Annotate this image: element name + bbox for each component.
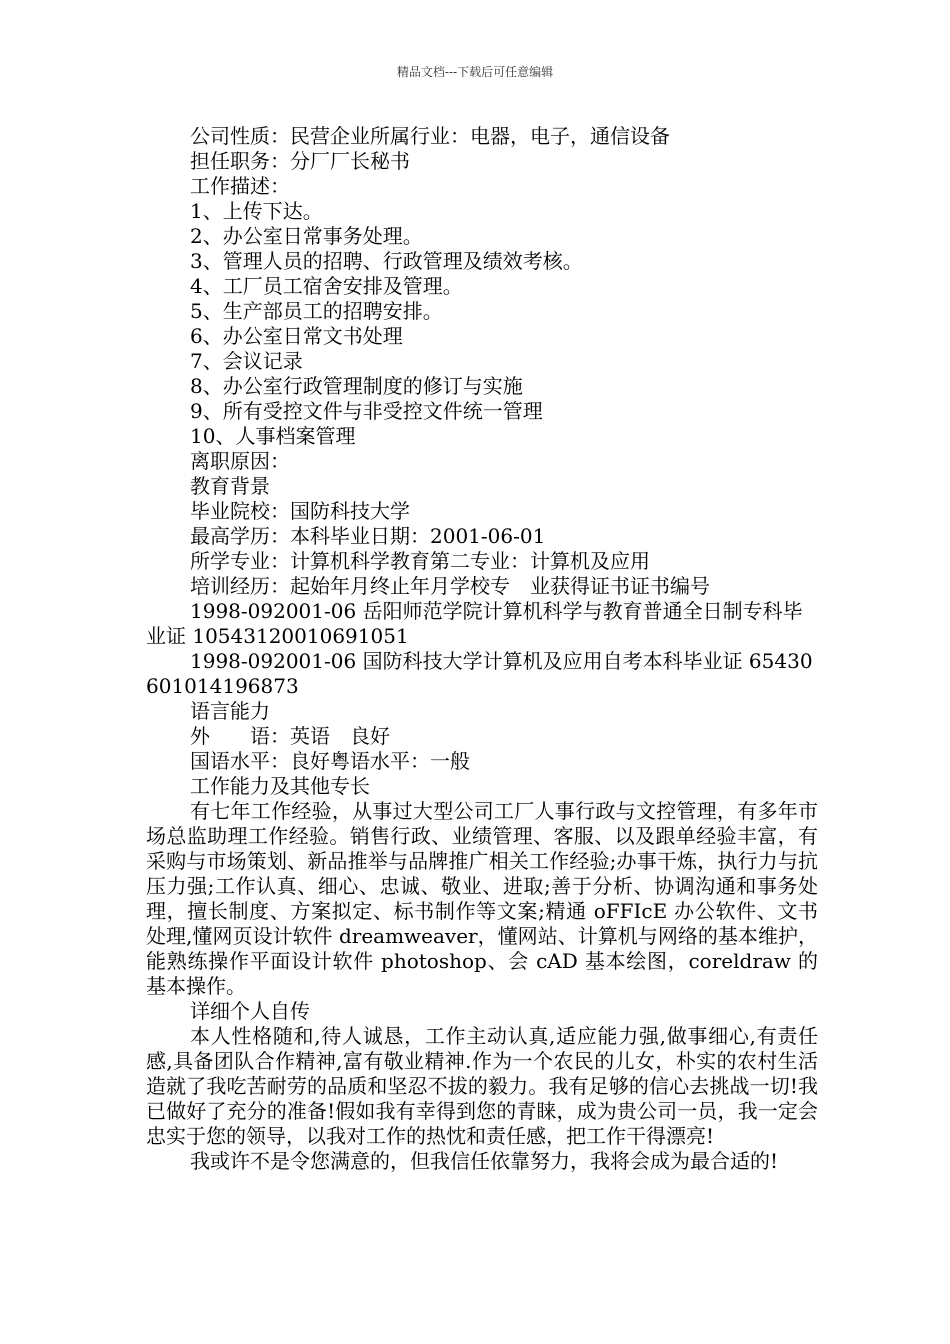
duty-item: 9、所有受控文件与非受控文件统一管理 [190,399,543,423]
duty-item: 5、生产部员工的招聘安排。 [190,299,443,323]
degree-line: 最高学历：本科毕业日期：2001-06-01 [190,524,546,548]
mandarin-cantonese-line: 国语水平：良好粤语水平：一般 [190,749,470,773]
duty-item: 2、办公室日常事务处理。 [190,224,423,248]
duty-item: 6、办公室日常文书处理 [190,324,403,348]
skills-paragraph: 有七年工作经验，从事过大型公司工厂人事行政与文控管理，有多年市场总监助理工作经验。销售行政、业绩管理、客服、以及跟单经验丰富，有采购与市场策划、新品推举与品牌推广相关工作经验;办事干炼，执行力与抗压力强;工作认真、细心、忠诚、敬业、进取;善于分析、协调沟通和事务处理，擅长制度、方案拟定、标书制作等文案;精通 oFFIcE 办公软件、文书处理,懂网页设计软件 dreamweaver，懂网站、计算机与网络的基本维护，能熟练操作平面设计软件 photoshop、会 cAD 基本绘图，coreldraw 的基本操作。 [146,799,818,998]
duty-item: 10、人事档案管理 [190,424,356,448]
duty-item: 8、办公室行政管理制度的修订与实施 [190,374,523,398]
company-nature-line: 公司性质：民营企业所属行业：电器，电子，通信设备 [190,124,670,148]
education-heading: 教育背景 [190,474,270,498]
closing-paragraph: 我或许不是令您满意的，但我信任依靠努力，我将会成为最合适的! [190,1149,779,1173]
leaving-reason-line: 离职原因： [190,449,290,473]
duty-item: 7、会议记录 [190,349,303,373]
duty-item: 3、管理人员的招聘、行政管理及绩效考核。 [190,249,583,273]
page-header: 精品文档---下载后可任意编辑 [396,65,554,79]
position-line: 担任职务：分厂厂长秘书 [190,149,410,173]
duty-item: 1、上传下达。 [190,199,323,223]
language-heading: 语言能力 [190,699,270,723]
foreign-language-line: 外 语：英语 良好 [190,724,390,748]
duty-item: 4、工厂员工宿舍安排及管理。 [190,274,463,298]
skills-heading: 工作能力及其他专长 [190,774,370,798]
job-description-heading: 工作描述： [190,174,290,198]
school-line: 毕业院校：国防科技大学 [190,499,410,523]
autobiography-paragraph: 本人性格随和,待人诚恳，工作主动认真,适应能力强,做事细心,有责任感,具备团队合作精神,富有敬业精神.作为一个农民的儿女，朴实的农村生活造就了我吃苦耐劳的品质和坚忍不拔的毅力。我有足够的信心去挑战一切!我已做好了充分的准备!假如我有幸得到您的青睐，成为贵公司一员，我一定会忠实于您的领导，以我对工作的热忱和责任感，把工作干得漂亮! [146,1024,818,1148]
training-record: 1998-092001-06 岳阳师范学院计算机科学与教育普通全日制专科毕业证 10543120010691051 [146,599,803,648]
resume-document [146,124,818,1174]
major-line: 所学专业：计算机科学教育第二专业：计算机及应用 [190,549,650,573]
training-record: 1998-092001-06 国防科技大学计算机及应用自考本科毕业证 65430601014196873 [146,649,813,698]
autobiography-heading: 详细个人自传 [190,999,310,1023]
training-header-line: 培训经历：起始年月终止年月学校专 业获得证书证书编号 [190,574,710,598]
